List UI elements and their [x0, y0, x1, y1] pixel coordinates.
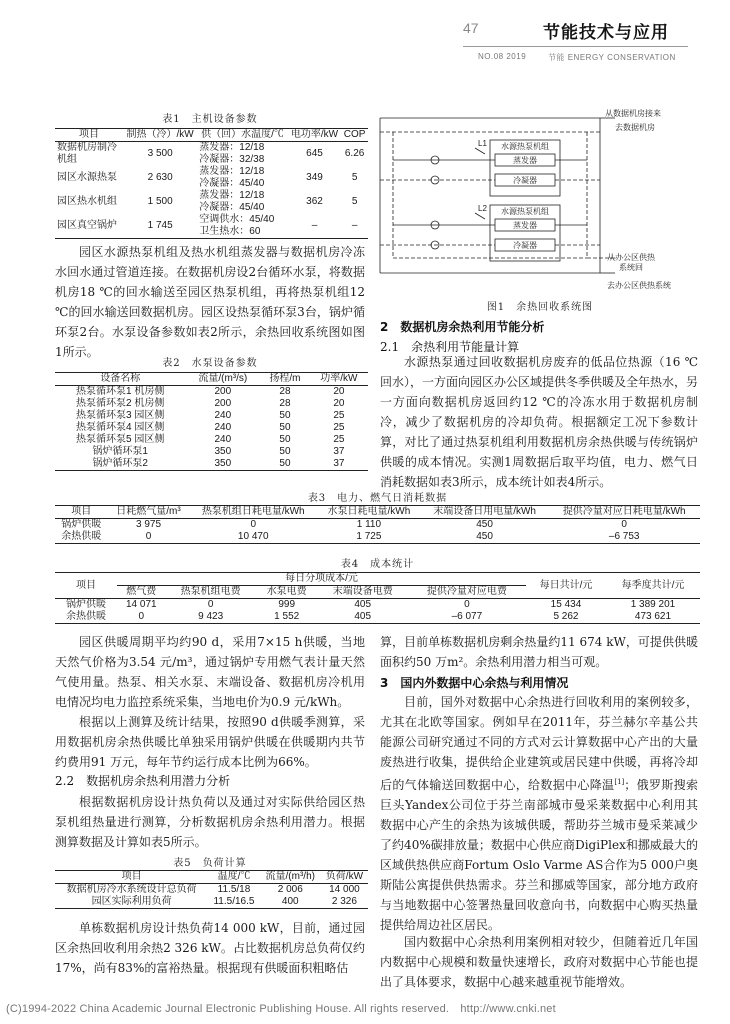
table-cell: 5 — [351, 172, 358, 183]
table-cell: 2 006 — [277, 884, 303, 895]
table1-header: COP — [343, 129, 366, 140]
table-cell: 锅炉循环泵1 — [92, 446, 148, 457]
table-row — [55, 611, 700, 624]
table-cell: 405 — [354, 599, 372, 610]
table-row — [55, 458, 368, 471]
table-cell: 11.5/16.5 — [213, 896, 255, 907]
table-row — [55, 386, 368, 399]
table-row — [55, 519, 700, 532]
table-row — [55, 884, 368, 897]
table-row — [55, 896, 368, 909]
table2-header: 设备名称 — [100, 373, 141, 384]
table-cell: 冷凝器：45/40 — [199, 202, 265, 213]
table2-header: 功率/kW — [320, 373, 358, 384]
table1-caption: 表1 主机设备参数 — [162, 114, 258, 125]
table-cell: 1 725 — [356, 531, 382, 542]
table-cell: 冷凝器：45/40 — [199, 178, 265, 189]
table-row — [55, 190, 368, 214]
table-cell: 园区热水机组 — [57, 196, 117, 207]
table-cell: 卫生热水：60 — [199, 226, 261, 237]
table4-header: 每季度共计/元 — [606, 573, 700, 599]
table-cell: – — [311, 220, 318, 231]
table-row — [55, 446, 368, 458]
condenser-label: 冷凝器 — [513, 176, 537, 185]
page-number: 47 — [463, 20, 479, 36]
table-cell: 5 262 — [553, 611, 579, 622]
table3-header: 水泵日耗电量/kWh — [327, 506, 411, 517]
table-cell: 15 434 — [550, 599, 582, 610]
table-cell: –6 753 — [608, 531, 640, 542]
copyright-footer: (C)1994-2022 China Academic Journal Electronic Publishing House. All rights reserved. http://www.cnki.net — [6, 1003, 556, 1015]
table1 — [55, 128, 368, 239]
table1-header: 制热（冷）/kW — [126, 129, 194, 140]
paragraph — [380, 692, 698, 935]
table-cell: 蒸发器：12/18 — [199, 166, 265, 177]
table-cell: 645 — [306, 148, 323, 159]
table-cell: 1 745 — [147, 220, 173, 231]
table-cell: 2 630 — [147, 172, 173, 183]
table-cell: 0 — [621, 519, 627, 530]
paragraph: 水源热泵通过回收数据机房废弃的低品位热源（16 ℃回水），一方面向园区办公区域提供冬季供暖及全年热水，另一方面向数据机房返回约12 ℃的冷冻水用于数据机房制冷，减少了数据机房的冷却负荷。根据额定工况下参数计算，对比了通过热泵机组利用数据机房余热供暖与传统锅炉供暖的成本情况。实测1周数据后取平均值，电力、燃气日消耗数据如表3所示，成本统计如表4所示。 — [380, 355, 699, 489]
table-row — [55, 422, 368, 434]
label-from-office: 从办公区供热 — [607, 253, 655, 262]
table-cell: 数据机房冷水系统设计总负荷 — [66, 884, 197, 895]
table5-header: 负荷/kW — [325, 871, 364, 882]
table-cell: 50 — [279, 446, 291, 457]
table5-header: 流量/(m³/h) — [265, 871, 315, 882]
table-cell: 热泵循环泵1 机房侧 — [76, 386, 165, 397]
valve-marker — [475, 148, 485, 154]
table-cell: 0 — [250, 519, 256, 530]
table3 — [55, 505, 700, 544]
table-cell: 350 — [214, 446, 232, 457]
table-cell: 热泵循环泵4 园区侧 — [76, 422, 165, 433]
table3-header: 日耗燃气量/m³ — [116, 506, 181, 517]
table5-header: 项目 — [121, 871, 142, 882]
table5-header: 温度/℃ — [217, 871, 251, 882]
table-cell: – — [351, 220, 358, 231]
table-cell: 240 — [214, 422, 232, 433]
evaporator-label: 蒸发器 — [513, 156, 537, 165]
text-span: ；俄罗斯搜索巨头Yandex公司位于芬兰南部城市曼采莱数据中心利用其数据中心产生的余热为该城供暖，帮助芬兰城市曼采莱减少了约40%碳排放量；数据中心供应商DigiPlex和挪威最大的区域供热供应商Fortum Oslo Varme AS合作为5 000户奥斯陆公寓提供供热需求。芬兰和挪威等国家，部分地方政府与当地数据中心签署热量回收意向书，向数据中心购买热量提供给周边社区居民。 — [380, 778, 698, 932]
label-to-datacenter: 去数据机房 — [615, 123, 655, 132]
table4-header: 项目 — [55, 573, 117, 599]
table1-header: 项目 — [79, 129, 99, 140]
subsection-heading: 2.1 余热利用节能量计算 — [380, 340, 520, 354]
table3-caption: 表3 电力、燃气日消耗数据 — [307, 493, 448, 504]
table-row — [55, 434, 368, 446]
text-span: 目前，国外对数据中心余热进行回收利用的案例较多，尤其在北欧等国家。例如早在2011年，芬兰赫尔辛基公共能源公司研究通过不同的方式对云计算数据中心产出的大量废热进行收集，提供给企业建筑或居民建中供暖，再将冷却后的气体输送回数据中心，给数据中心降温 — [380, 695, 698, 792]
table-cell: 28 — [279, 398, 291, 409]
table4-subheader: 燃气费 — [126, 586, 157, 597]
table-cell: 0 — [464, 599, 470, 610]
table3-header: 末端设备日用电量/kWh — [433, 506, 536, 517]
table-cell: 20 — [333, 398, 345, 409]
table-row — [55, 398, 368, 410]
journal-subtitle: 节能 ENERGY CONSERVATION — [548, 53, 676, 62]
table2-caption: 表2 水泵设备参数 — [162, 358, 258, 369]
table4-group-header: 每日分项成本/元 — [117, 573, 526, 586]
evaporator-label: 蒸发器 — [513, 221, 537, 230]
table4-header: 每日共计/元 — [526, 573, 606, 599]
table-cell: 37 — [333, 458, 345, 469]
table-row — [55, 142, 368, 167]
table-cell: 0 — [207, 599, 214, 610]
unit2-label: 水源热泵机组 — [501, 207, 549, 216]
table-row — [55, 410, 368, 422]
table-cell: 余热供暖 — [65, 611, 106, 622]
label-from-datacenter: 从数据机房接来 — [605, 109, 661, 118]
paragraph: 园区供暖周期平均约90 d，采用7×15 h供暖，当地天然气价格为3.54 元/m³，通过锅炉专用燃气表计量天然气使用量。热泵、相关水泵、末端设备、数据机房冷机用电情况均电力监控系统采集，当地电价为0.9 元/kWh。 — [55, 635, 365, 709]
table-row — [55, 599, 700, 612]
table-cell: 1 389 201 — [630, 599, 676, 610]
subsection-heading: 2.2 数据机房余热利用潜力分析 — [55, 774, 231, 788]
table-cell: 349 — [306, 172, 323, 183]
table2-header: 扬程/m — [269, 373, 301, 384]
section-heading: 3 国内外数据中心余热与利用情况 — [380, 676, 569, 690]
table-cell: 园区实际利用负荷 — [91, 896, 172, 907]
table-cell: 25 — [333, 410, 345, 421]
table-cell: 蒸发器：12/18 — [199, 190, 265, 201]
citation-ref: [1] — [614, 778, 625, 786]
table-cell: 50 — [279, 422, 291, 433]
table-cell: 3 500 — [147, 148, 173, 159]
figure1-caption: 图1 余热回收系统图 — [486, 302, 594, 313]
table-cell: 25 — [333, 434, 345, 445]
paragraph: 单栋数据机房设计热负荷14 000 kW，目前，通过园区余热回收利用余热2 326 kW。占比数据机房总负荷仅约17%，尚有83%的富裕热量。根据现有供暖面积粗略估 — [55, 921, 365, 975]
table-cell: 200 — [214, 398, 232, 409]
table4-subheader: 水泵电费 — [266, 586, 307, 597]
label-L1: L1 — [478, 139, 487, 148]
paragraph: 国内数据中心余热利用案例相对较少，但随着近几年国内数据中心规模和数量快速增长，政府对数据中心节能也提出了具体要求，数据中心越来越重视节能增效。 — [380, 935, 698, 989]
table-cell: 450 — [476, 531, 493, 542]
table1-header: 电功率/kW — [290, 129, 339, 140]
table-cell: 热泵循环泵2 机房侧 — [76, 398, 165, 409]
unit1-label: 水源热泵机组 — [501, 142, 549, 151]
table-cell: 锅炉供暖 — [65, 599, 106, 610]
table-cell: 冷凝器：32/38 — [199, 154, 265, 165]
table-cell: 14 071 — [125, 599, 157, 610]
table-cell: 25 — [333, 422, 345, 433]
table-cell: 999 — [278, 599, 296, 610]
table-cell: 数据机房制冷机组 — [57, 142, 117, 165]
table4-subheader: 末端设备电费 — [332, 586, 393, 597]
paragraph: 算，目前单栋数据机房剩余热量约11 674 kW，可提供供暖面积约50 万m²。余热利用潜力相当可观。 — [380, 635, 698, 669]
table-cell: 50 — [279, 434, 291, 445]
table5-caption: 表5 负荷计算 — [173, 858, 247, 869]
table-cell: 1 552 — [274, 611, 300, 622]
table-cell: 11.5/18 — [217, 884, 251, 895]
table-cell: 362 — [306, 196, 323, 207]
table5 — [55, 870, 368, 909]
table3-header: 热泵机组日耗电量/kWh — [201, 506, 305, 517]
table-cell: 28 — [279, 386, 291, 397]
table-cell: 园区水源热泵 — [57, 172, 117, 183]
label-to-office: 去办公区供热系统 — [607, 281, 671, 290]
table2-header: 流量/(m³/s) — [198, 373, 248, 384]
issue-label: NO.08 2019 — [478, 52, 527, 61]
figure1-diagram — [375, 108, 700, 308]
paragraph: 根据数据机房设计热负荷以及通过对实际供给园区热泵机组热量进行测算，分析数据机房余热利用潜力。根据测算数据及计算如表5所示。 — [55, 795, 365, 849]
table-cell: 热泵循环泵3 园区侧 — [76, 410, 165, 421]
valve-marker — [475, 213, 485, 219]
table-cell: 0 — [145, 531, 152, 542]
table2 — [55, 372, 368, 471]
table-cell: 50 — [279, 410, 291, 421]
table-cell: 14 000 — [329, 884, 360, 895]
table-cell: 3 975 — [135, 519, 162, 530]
table-cell: 1 500 — [147, 196, 173, 207]
table-cell: 锅炉供暖 — [61, 519, 102, 530]
table1-header: 供（回）水温度/℃ — [201, 129, 284, 140]
table-cell: 37 — [333, 446, 345, 457]
table-cell: 10 470 — [237, 531, 269, 542]
table4-caption: 表4 成本统计 — [340, 559, 415, 570]
table-cell: 6.26 — [344, 148, 365, 159]
table4-subheader: 热泵机组电费 — [180, 586, 241, 597]
table-cell: 2 326 — [331, 896, 357, 907]
table3-header: 提供冷量对应日耗电量/kWh — [562, 506, 686, 517]
table-cell: 240 — [214, 410, 232, 421]
table-row — [55, 531, 700, 544]
label-L2: L2 — [478, 204, 487, 213]
table-cell: 0 — [138, 611, 145, 622]
journal-title: 节能技术与应用 — [543, 23, 669, 43]
label-from-office-2: 系统回 — [619, 263, 643, 272]
table-cell: 20 — [333, 386, 345, 397]
table-cell: 空调供水：45/40 — [199, 214, 275, 225]
table-cell: 50 — [279, 458, 291, 469]
table-cell: 400 — [281, 896, 299, 907]
table-cell: 锅炉循环泵2 — [92, 458, 148, 469]
table-cell: 450 — [476, 519, 493, 530]
section-heading: 2 数据机房余热利用节能分析 — [380, 320, 545, 334]
paragraph: 根据以上测算及统计结果，按照90 d供暖季测算，采用数据机房余热供暖比单独采用锅炉供暖在供暖期内共节约费用91 万元，每年节约运行成本比例为66%。 — [55, 715, 365, 769]
table-cell: 1 110 — [356, 519, 382, 530]
table4 — [55, 572, 700, 624]
table-row — [55, 214, 368, 239]
table-cell: 9 423 — [198, 611, 224, 622]
header-rule — [463, 46, 688, 47]
paragraph: 园区水源热泵机组及热水机组蒸发器与数据机房冷冻水回水通过管道连接。在数据机房设2台循环水泵，将数据机房18 ℃的回水输送至园区热泵机组，再将热泵机组12 ℃的回水输送回数据机房。园区设热泵循环泵3台，锅炉循环泵2台。水泵设备参数如表2所示，余热回收系统图如图1所示。 — [55, 245, 365, 359]
table4-subheader: 提供冷量对应电费 — [426, 586, 507, 597]
table3-header: 项目 — [71, 506, 92, 517]
condenser-label: 冷凝器 — [513, 241, 537, 250]
table-cell: 405 — [354, 611, 372, 622]
table-cell: 473 621 — [634, 611, 672, 622]
table-cell: 蒸发器：12/18 — [199, 142, 265, 153]
table-row — [55, 166, 368, 190]
table-cell: 240 — [214, 434, 232, 445]
table-cell: –6 077 — [451, 611, 483, 622]
table-cell: 热泵循环泵5 园区侧 — [76, 434, 165, 445]
table-cell: 余热供暖 — [61, 531, 102, 542]
table-cell: 350 — [214, 458, 232, 469]
table-cell: 200 — [214, 386, 232, 397]
table-cell: 园区真空锅炉 — [57, 220, 117, 231]
table-cell: 5 — [351, 196, 358, 207]
